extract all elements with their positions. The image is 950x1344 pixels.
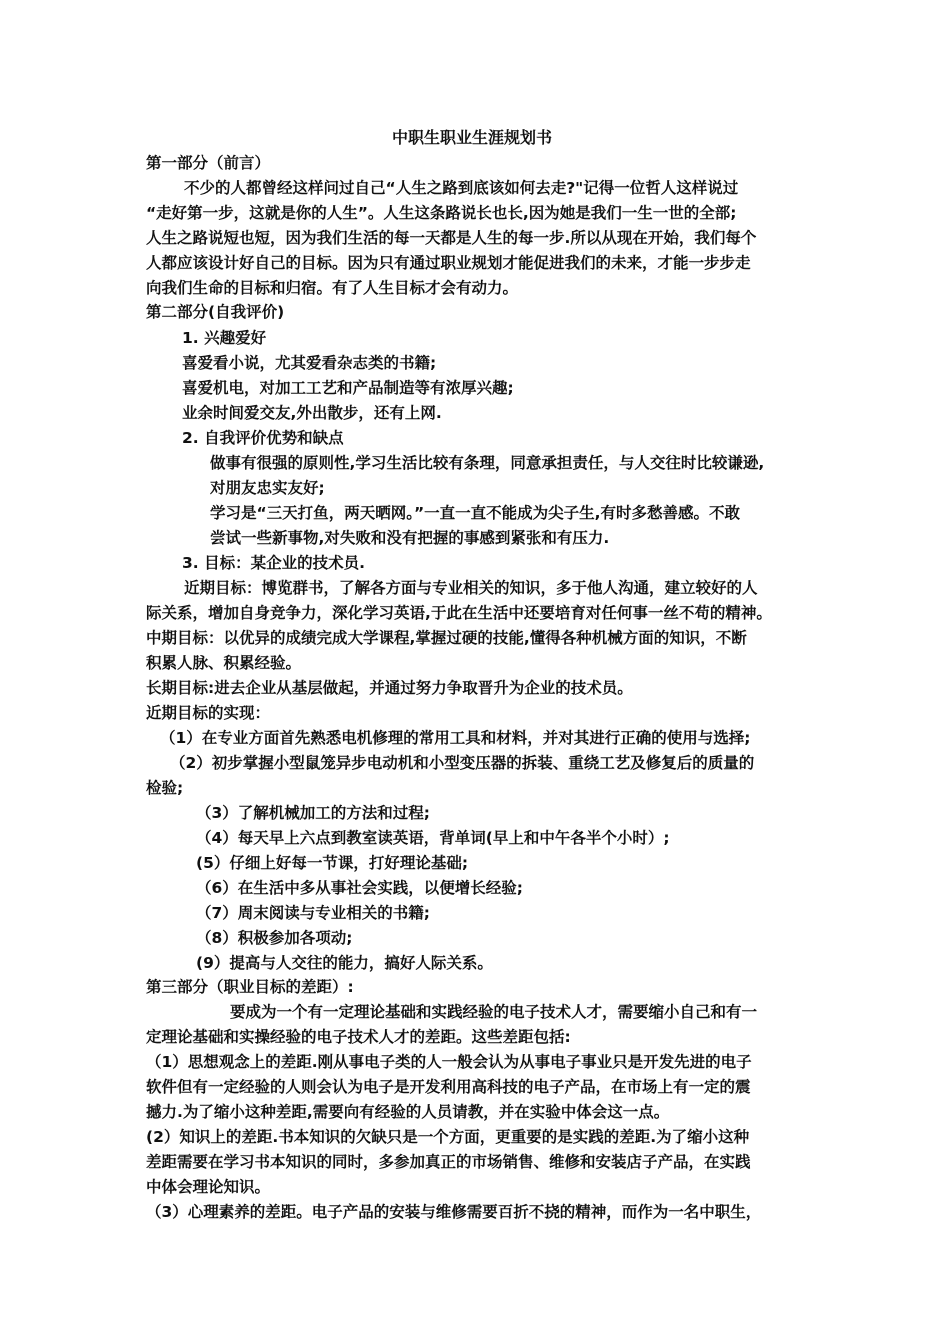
list-item: 检验;: [146, 779, 184, 797]
paragraph-line: 长期目标:进去企业从基层做起，并通过努力争取晋升为企业的技术员。: [146, 679, 633, 697]
list-item: (5）仔细上好每一节课，打好理论基础;: [196, 854, 469, 872]
list-item: （4）每天早上六点到教室读英语，背单词(早上和中午各半个小时）;: [196, 829, 670, 847]
list-item: （8）积极参加各项动;: [196, 929, 353, 947]
paragraph-line: 中期目标：以优异的成绩完成大学课程,掌握过硬的技能,懂得各种机械方面的知识，不断: [146, 629, 747, 647]
paragraph-line: 撼力.为了缩小这种差距,需要向有经验的人员请教，并在实验中体会这一点。: [146, 1103, 670, 1121]
paragraph-line: （1）思想观念上的差距.刚从事电子类的人一般会认为从事电子事业只是开发先进的电子: [146, 1053, 752, 1071]
list-item: （6）在生活中多从事社会实践，以便增长经验;: [196, 879, 523, 897]
paragraph-line: 做事有很强的原则性,学习生活比较有条理，同意承担责任，与人交往时比较谦逊,: [210, 454, 765, 472]
paragraph-line: 际关系，增加自身竞争力，深化学习英语,于此在生活中还要培育对任何事一丝不苟的精神。: [146, 604, 772, 622]
paragraph-line: 差距需要在学习书本知识的同时，多参加真正的市场销售、维修和安装店子产品，在实践: [146, 1153, 751, 1171]
paragraph-line: 软件但有一定经验的人则会认为电子是开发利用高科技的电子产品，在市场上有一定的震: [146, 1078, 751, 1096]
list-heading: 2. 自我评价优势和缺点: [182, 429, 344, 447]
paragraph-line: 尝试一些新事物,对失败和没有把握的事感到紧张和有压力.: [210, 529, 610, 547]
paragraph-line: 近期目标：博览群书，了解各方面与专业相关的知识，多于他人沟通，建立较好的人: [184, 579, 758, 597]
list-item: (9）提高与人交往的能力，搞好人际关系。: [196, 954, 493, 972]
list-item: （1）在专业方面首先熟悉电机修理的常用工具和材料，并对其进行正确的使用与选择;: [160, 729, 751, 747]
paragraph-line: 对朋友忠实友好;: [210, 479, 325, 497]
paragraph-line: 人生之路说短也短，因为我们生活的每一天都是人生的每一步.所以从现在开始，我们每个: [146, 229, 757, 247]
section-heading: 第二部分(自我评价): [146, 303, 285, 321]
paragraph-line: 喜爱机电，对加工工艺和产品制造等有浓厚兴趣;: [182, 379, 514, 397]
paragraph-line: 喜爱看小说，尤其爱看杂志类的书籍;: [182, 354, 437, 372]
paragraph-line: 中体会理论知识。: [146, 1178, 271, 1196]
paragraph-line: 定理论基础和实操经验的电子技术人才的差距。这些差距包括:: [146, 1028, 571, 1046]
list-item: （2）初步掌握小型鼠笼异步电动机和小型变压器的拆装、重绕工艺及修复后的质量的: [170, 754, 755, 772]
paragraph-line: 业余时间爱交友,外出散步，还有上网.: [182, 404, 442, 422]
paragraph-line: 人都应该设计好自己的目标。因为只有通过职业规划才能促进我们的未来，才能一步步走: [146, 254, 751, 272]
paragraph-line: “走好第一步，这就是你的人生”。人生这条路说长也长,因为她是我们一生一世的全部;: [146, 204, 737, 222]
paragraph-line: 近期目标的实现：: [146, 704, 271, 722]
list-heading: 1. 兴趣爱好: [182, 329, 267, 347]
paragraph-line: (2）知识上的差距.书本知识的欠缺只是一个方面，更重要的是实践的差距.为了缩小这种: [146, 1128, 750, 1146]
list-item: （3）了解机械加工的方法和过程;: [196, 804, 430, 822]
paragraph-line: 学习是“三天打鱼，两天晒网。”一直一直不能成为尖子生,有时多愁善感。不敢: [210, 504, 741, 522]
paragraph-line: 要成为一个有一定理论基础和实践经验的电子技术人才，需要缩小自己和有一: [230, 1003, 758, 1021]
list-heading: 3. 目标：某企业的技术员.: [182, 554, 365, 572]
section-heading: 第一部分（前言）: [146, 154, 271, 172]
paragraph-line: 不少的人都曾经这样问过自己“人生之路到底该如何去走?"记得一位哲人这样说过: [184, 179, 739, 197]
paragraph-line: 积累人脉、积累经验。: [146, 654, 302, 672]
section-heading: 第三部分（职业目标的差距）:: [146, 978, 354, 996]
document-title: 中职生职业生涯规划书: [392, 128, 553, 147]
paragraph-line: （3）心理素养的差距。电子产品的安装与维修需要百折不挠的精神，而作为一名中职生，: [146, 1203, 762, 1221]
list-item: （7）周末阅读与专业相关的书籍;: [196, 904, 430, 922]
paragraph-line: 向我们生命的目标和归宿。有了人生目标才会有动力。: [146, 279, 519, 297]
